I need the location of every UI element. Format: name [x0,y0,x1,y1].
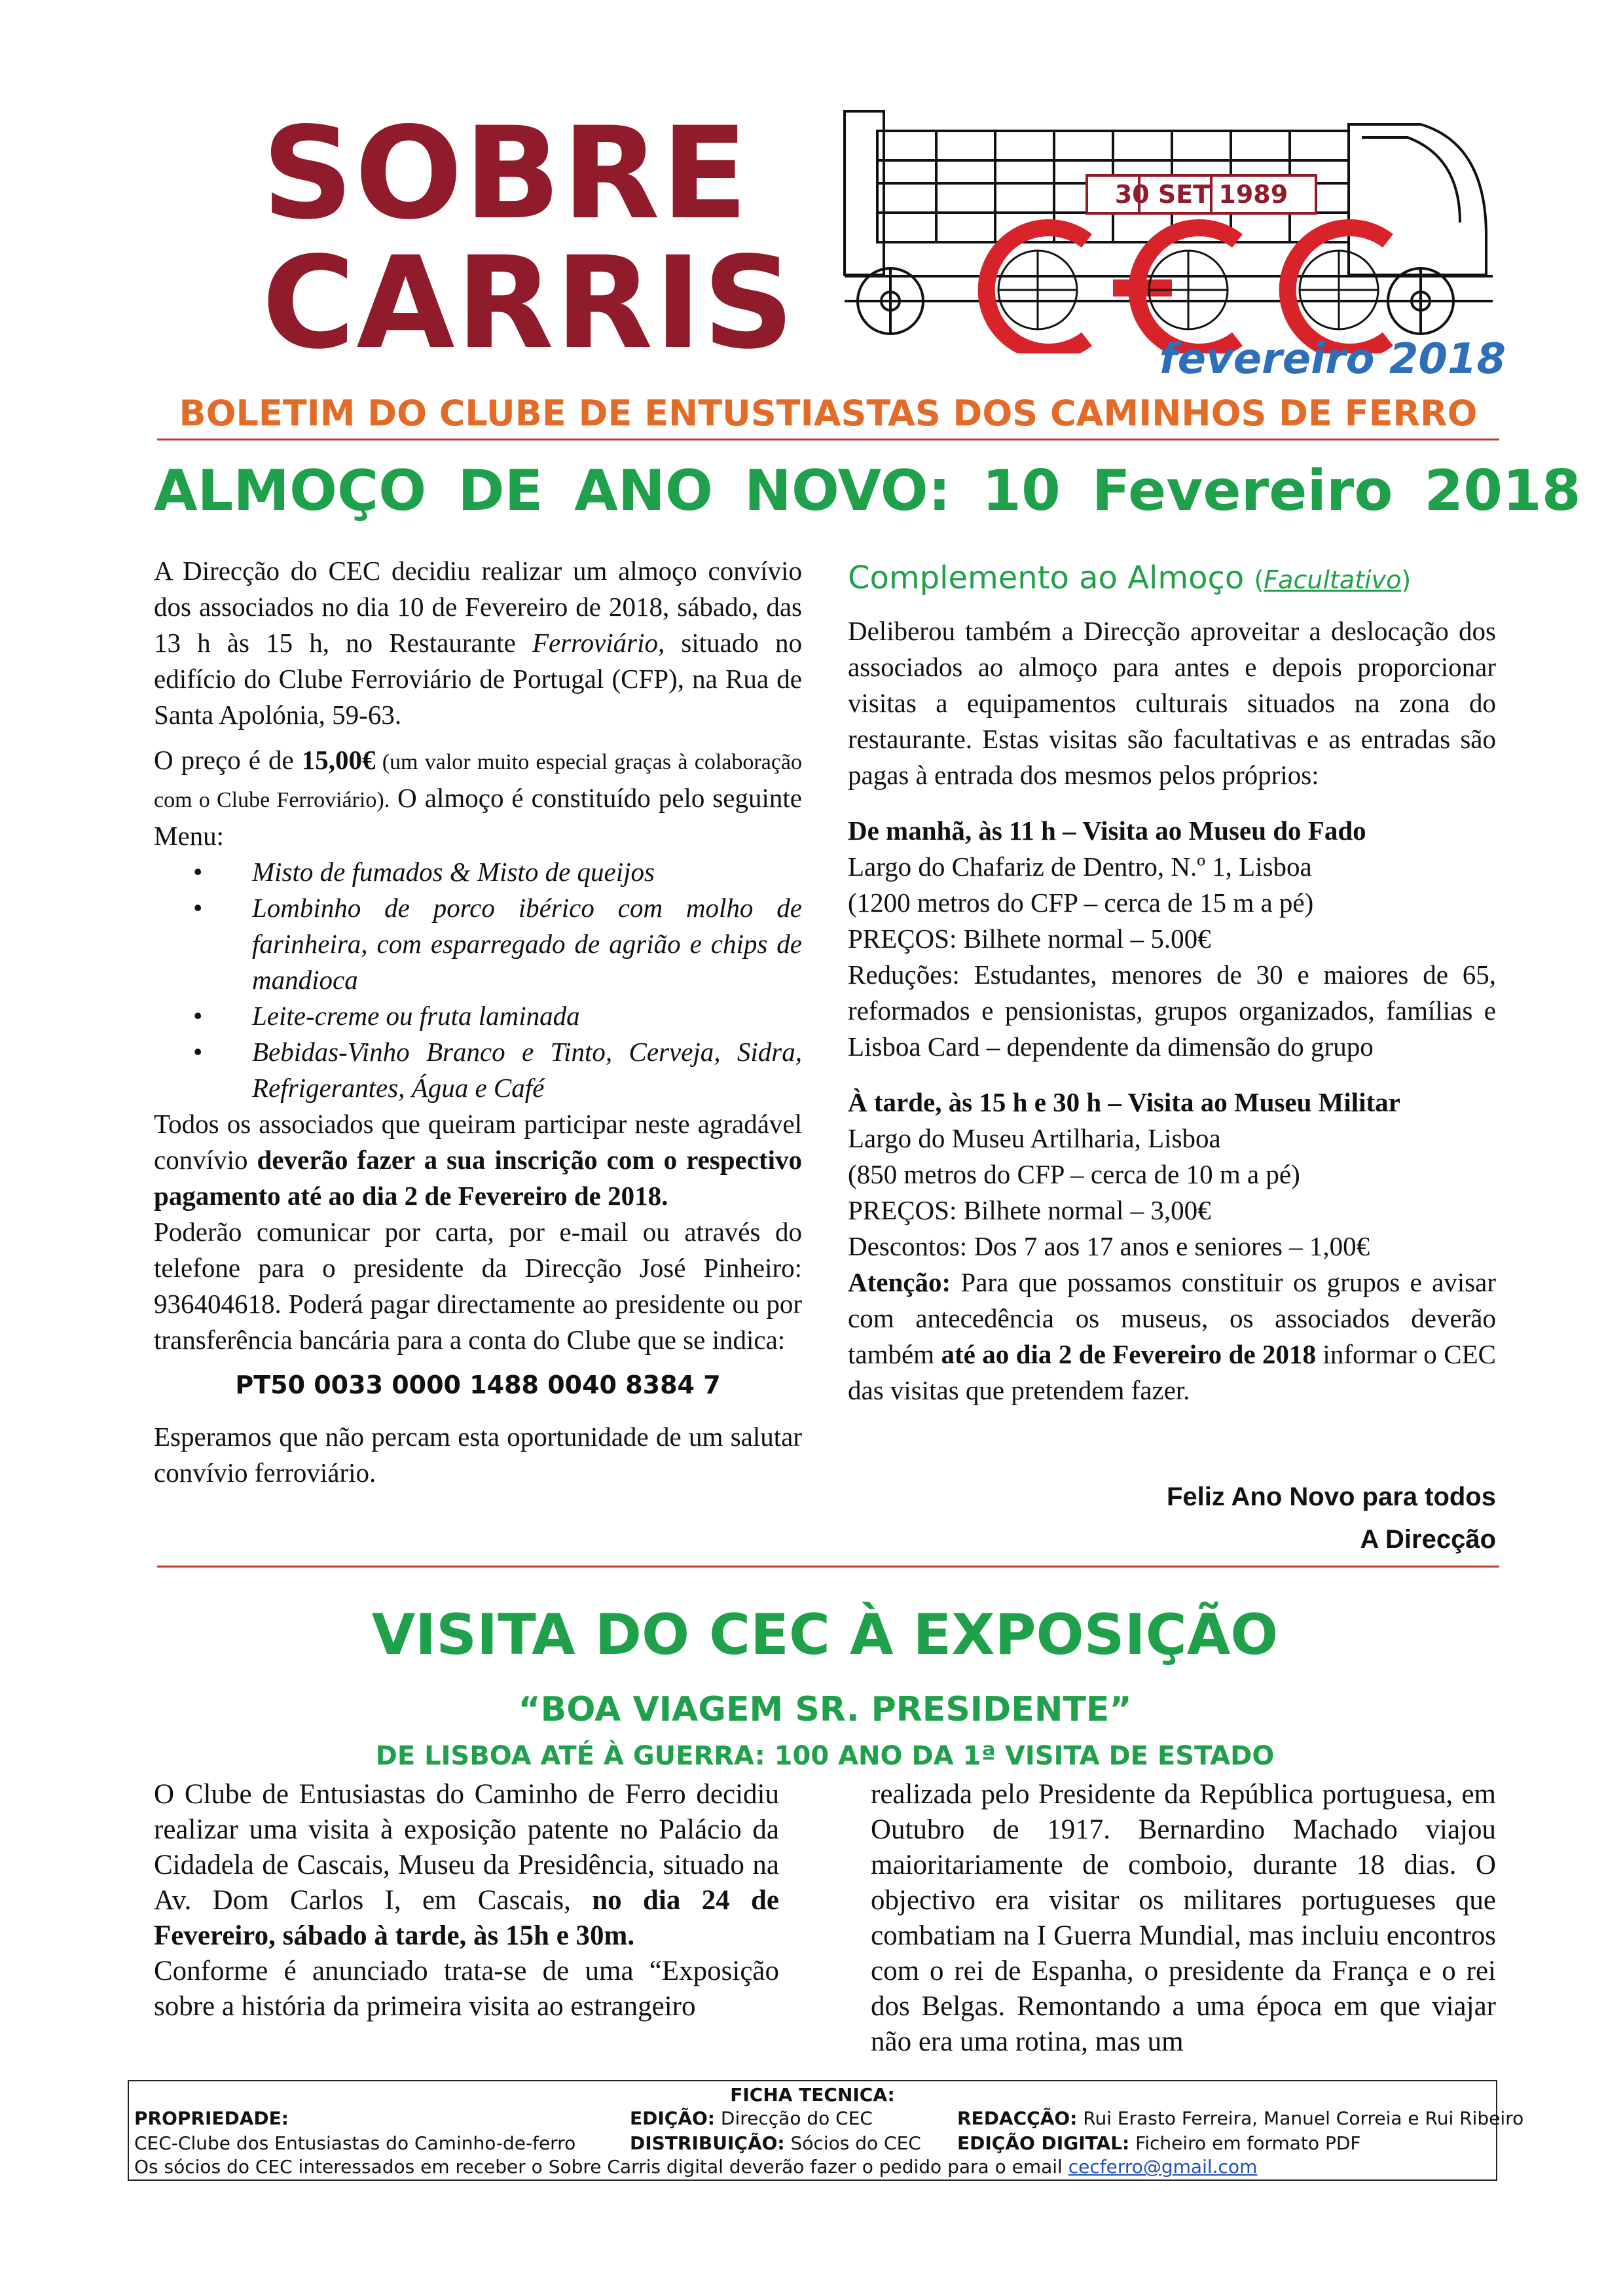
digital-edition-info: EDIÇÃO DIGITAL: Ficheiro em formato PDF [957,2132,1361,2154]
article2-right-column [871,1777,1496,2060]
subscription-note: Os sócios do CEC interessados em receber o Sobre Carris digital deverão fazer o pedido para o email cecferro@gmail.com [134,2156,1258,2178]
signature: A Direcção [1360,1525,1496,1554]
contact-paragraph: Poderão comunicar por carta, por e-mail ou através do telefone para o presidente da Direcção José Pinheiro: 936404618. Poderá pagar directamente ao presidente ou por transferência bancária para a conta do Clube que se indica: [154,1217,802,1355]
price-paragraph: O preço é de 15,00€ (um valor muito especial graças à colaboração com o Clube Ferroviário). O almoço é constituído pelo seguinte Menu: [154,745,802,851]
article-subtitle: “BOA VIAGEM SR. PRESIDENTE” [518,1690,1132,1729]
greeting: Feliz Ano Novo para todos [1167,1482,1496,1511]
article2-left-column [154,1777,779,2024]
technical-sheet [128,2080,1524,2181]
edition-date: fevereiro 2018 [1159,335,1506,384]
closing-paragraph: Esperamos que não percam esta oportunidade de um salutar convívio ferroviário. [154,1422,802,1488]
exhibition-continuation: realizada pelo Presidente da República portuguesa, em Outubro de 1917. Bernardino Machado viajou maioritariamente de comboio, durante 18 dias. O objectivo era visitar os militares portugueses que combatiam na I Guerra Mundial, mas incluiu encontros com o rei de Espanha, o presidente da França e o rei dos Belgas. Remontando a uma época em que viajar não era uma rotina, mas um [871,1779,1496,2057]
property-value: CEC-Clube dos Entusiastas do Caminho-de-ferro [134,2132,576,2154]
complement-intro: Deliberou também a Direcção aproveitar a deslocação dos associados ao almoço para antes e depois proporcionar visitas a equipamentos culturais situados na zona do restaurante. Estas visitas são facultativas e as entradas são pagas à entrada dos mesmos pelos próprios: [848,616,1496,790]
brand-title-carris: CARRIS [262,229,796,377]
article-title: ALMOÇO DE ANO NOVO: 10 Fevereiro 2018 [154,458,1581,524]
article-left-column [154,553,802,1491]
divider [157,439,1499,440]
divider [157,1566,1499,1568]
exhibition-paragraph: Conforme é anunciado trata-se de uma “Exposição sobre a história da primeira visita ao estrangeiro [154,1956,779,2022]
afternoon-visit: À tarde, às 15 h e 30 h – Visita ao Museu Militar Largo do Museu Artilharia, Lisboa (850 metros do CFP – cerca de 10 m a pé) PREÇOS: Bilhete normal – 3,00€ Descontos: Dos 7 aos 17 anos e seniores – 1,00€ Atenção: Para que possamos constituir os grupos e avisar com antecedência os museus, os associados deverão também até ao dia 2 de Fevereiro de 2018 informar o CEC das visitas que pretendem fazer. [848,1087,1496,1405]
logo-date: 30 SET 1989 [1114,180,1288,209]
list-item: • Leite-creme ou fruta laminada [252,998,802,1034]
editorial-info: REDACÇÃO: Rui Erasto Ferreira, Manuel Correia e Rui Ribeiro [957,2108,1524,2129]
newsletter-subtitle: BOLETIM DO CLUBE DE ENTUSTIASTAS DOS CAMINHOS DE FERRO [179,393,1478,434]
list-item: • Misto de fumados & Misto de queijos [252,854,802,890]
menu-list [154,854,802,1106]
complement-column [848,556,1496,1408]
list-item: • Bebidas-Vinho Branco e Tinto, Cerveja, Sidra, Refrigerantes, Água e Café [252,1034,802,1106]
locomotive-logo [831,105,1506,353]
list-item: • Lombinho de porco ibérico com molho de farinheira, com esparregado de agrião e chips de mandioca [252,890,802,998]
complement-heading: Complemento ao Almoço (Facultativo) [848,560,1412,596]
signup-paragraph: Todos os associados que queiram participar neste agradável convívio deverão fazer a sua inscrição com o respectivo pagamento até ao dia 2 de Fevereiro de 2018. [154,1109,802,1211]
intro-paragraph: A Direcção do CEC decidiu realizar um almoço convívio dos associados no dia 10 de Fevereiro de 2018, sábado, das 13 h às 15 h, no Restaurante Ferroviário, situado no edifício do Clube Ferroviário de Portugal (CFP), na Rua de Santa Apolónia, 59-63. [154,556,803,730]
morning-visit: De manhã, às 11 h – Visita ao Museu do Fado Largo do Chafariz de Dentro, N.º 1, Lisboa (1200 metros do CFP – cerca de 15 m a pé) PREÇOS: Bilhete normal – 5.00€ Reduções: Estudantes, menores de 30 e maiores de 65, reformados e pensionistas, grupos organizados, famílias e Lisboa Card – dependente da dimensão do grupo [848,816,1496,1062]
property-label: PROPRIEDADE: [134,2108,289,2129]
email-link[interactable]: cecferro@gmail.com [1068,2156,1258,2178]
edition-info: EDIÇÃO: Direcção do CEC [630,2108,873,2129]
article-title: VISITA DO CEC À EXPOSIÇÃO [371,1602,1279,1668]
distribution-info: DISTRIBUIÇÃO: Sócios do CEC [630,2132,921,2154]
brand-title-sobre: SOBRE [262,99,750,247]
sheet-title: FICHA TECNICA: [730,2084,895,2106]
article-subtitle-2: DE LISBOA ATÉ À GUERRA: 100 ANO DA 1ª VISITA DE ESTADO [375,1741,1275,1771]
visit-paragraph: O Clube de Entusiastas do Caminho de Ferro decidiu realizar uma visita à exposição patente no Palácio da Cidadela de Cascais, Museu da Presidência, situado na Av. Dom Carlos I, em Cascais, no dia 24 de Fevereiro, sábado à tarde, às 15h e 30m. [154,1779,779,1951]
bank-iban: PT50 0033 0000 1488 0040 8384 7 [235,1371,721,1399]
